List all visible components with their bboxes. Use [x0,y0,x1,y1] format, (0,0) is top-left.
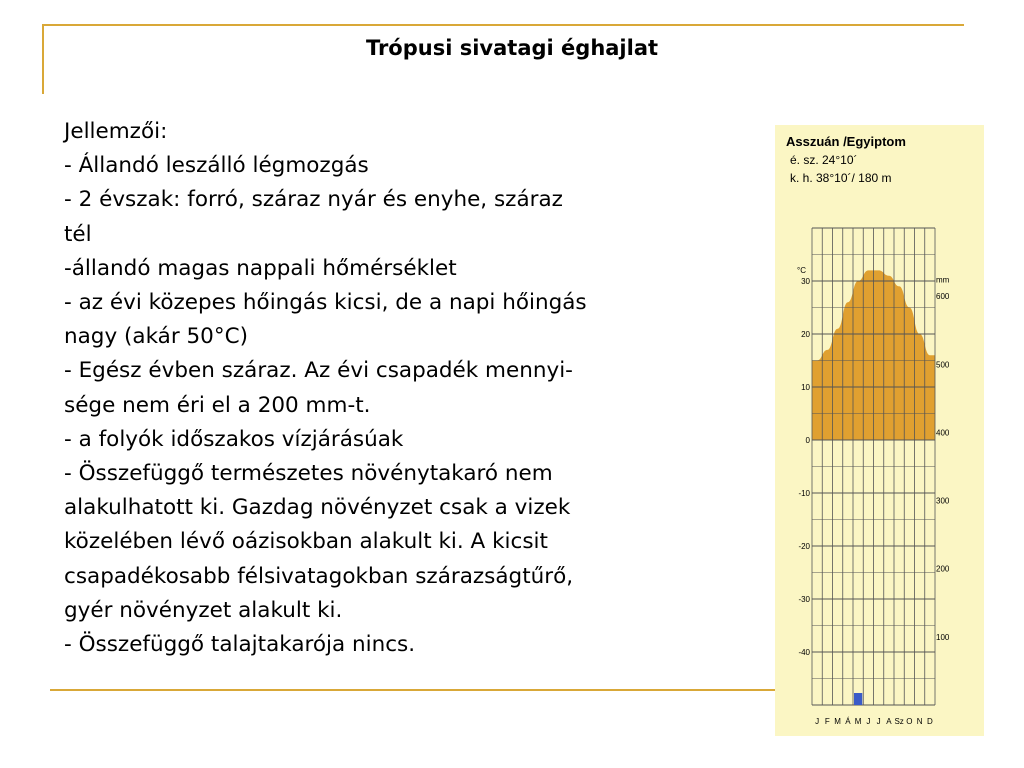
month-tick-label: O [906,717,913,726]
chart-grid [812,228,935,705]
text-line: -állandó magas nappali hőmérséklet [64,255,457,281]
month-tick-label: F [824,717,830,726]
text-line: közelében lévő oázisokban alakult ki. A kicsit [64,529,548,555]
precip-tick-label: 400 [936,428,950,438]
top-rule [42,24,964,26]
precip-unit-label: mm [936,275,950,285]
month-tick-label: M [834,717,841,726]
station-longitude-elevation: k. h. 38°10´/ 180 m [790,171,892,185]
month-tick-label: N [916,717,923,726]
temp-tick-label: 10 [801,383,810,392]
precip-tick-label: 300 [936,496,950,506]
temp-tick-label: 0 [805,436,810,445]
month-tick-label: D [926,717,933,726]
temp-tick-label: -10 [798,489,810,498]
month-tick-label: J [866,717,871,726]
month-tick-label: Sz [894,717,904,726]
text-line: nagy (akár 50°C) [64,324,248,350]
temp-tick-label: -30 [798,595,810,604]
text-line: gyér növényzet alakult ki. [64,597,343,623]
slide-title: Trópusi sivatagi éghajlat [365,36,659,60]
text-line: csapadékosabb félsivatagokban szárazságtűrő, [64,563,574,589]
text-line: tél [64,221,92,247]
bottom-rule [50,689,780,691]
temp-unit-label: °C [797,266,806,275]
text-line: - Összefüggő természetes növénytakaró nem [64,461,553,487]
station-name: Asszuán /Egyiptom [786,134,906,149]
text-line: alakulhatott ki. Gazdag növényzet csak a vizek [64,495,571,521]
temp-tick-label: 20 [801,330,810,339]
climate-diagram [775,125,984,736]
temp-tick-label: -20 [798,542,810,551]
climate-chart-svg [775,125,984,736]
characteristics-text [64,115,774,662]
temp-tick-label: 30 [801,277,810,286]
month-tick-label: A [886,717,892,726]
text-line: Jellemzői: [64,119,168,144]
text-line: sége nem éri el a 200 mm-t. [64,392,371,418]
precip-tick-label: 200 [936,564,950,574]
temp-tick-label: -40 [798,648,810,657]
text-line: - Egész évben száraz. Az évi csapadék mennyi- [64,358,573,384]
precip-tick-label: 600 [936,292,950,302]
month-tick-label: Á [845,717,851,726]
text-line: - 2 évszak: forró, száraz nyár és enyhe, száraz [64,187,563,213]
text-line: - Állandó leszálló légmozgás [64,153,369,179]
month-tick-label: M [854,717,862,726]
precipitation-bar [854,693,862,705]
precip-tick-label: 500 [936,360,950,370]
text-line: - a folyók időszakos vízjárásúak [64,426,404,452]
text-line: - Összefüggő talajtakarója nincs. [64,632,416,658]
precipitation-bars [854,693,862,705]
month-tick-label: J [815,717,820,726]
precip-tick-label: 100 [936,632,950,642]
station-latitude: é. sz. 24°10´ [790,153,858,167]
month-tick-label: J [876,717,881,726]
text-line: - az évi közepes hőingás kicsi, de a napi hőingás [64,290,587,316]
